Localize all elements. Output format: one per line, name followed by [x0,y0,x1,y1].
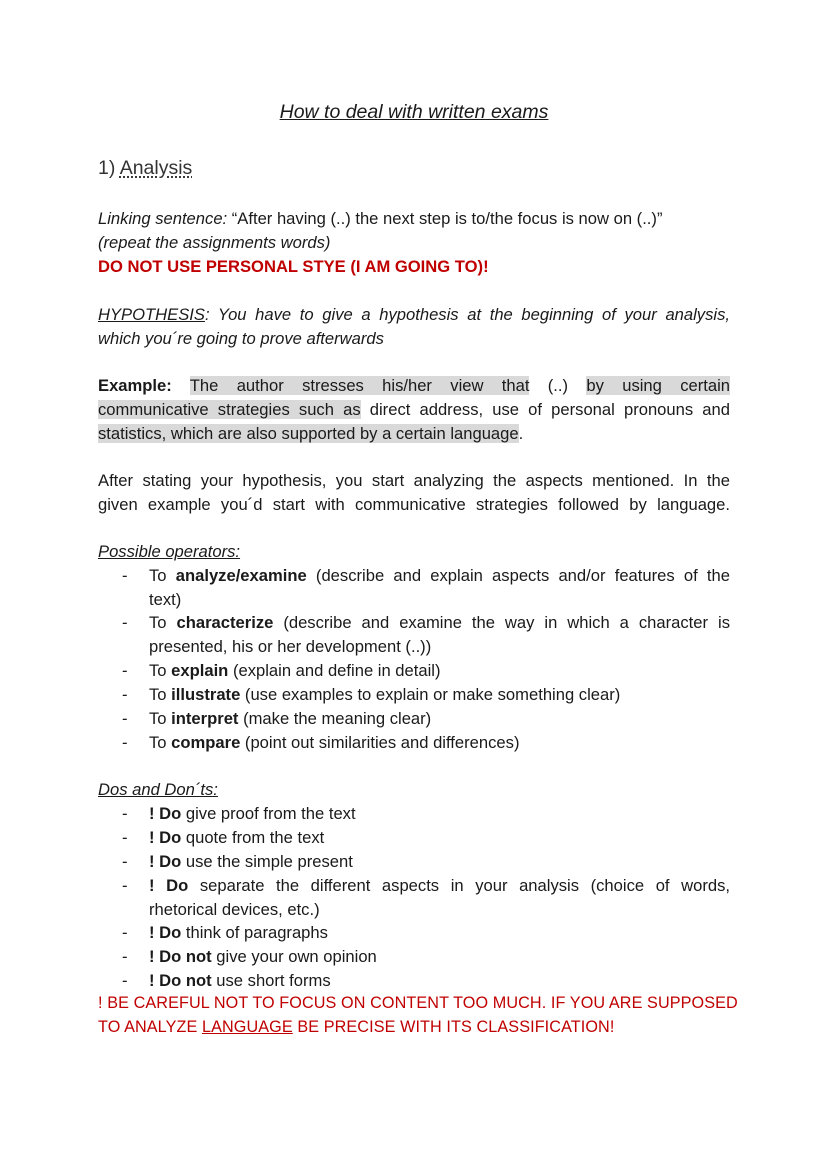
section-name: Analysis [119,157,193,179]
example-plain-1: (..) [529,376,587,395]
bullet-dash: - [122,661,128,680]
operator-prefix: To [149,661,172,680]
operator-prefix: To [149,566,176,585]
dos-marker: ! Do [149,828,182,847]
operator-text [149,731,730,755]
operator-prefix: To [149,613,177,632]
operator-description: (point out similarities and differences) [240,733,520,752]
section-number: 1) [98,157,116,179]
dos-marker: ! Do [149,876,189,895]
dos-marker: ! Do not [149,971,212,990]
linking-note: (repeat the assignments words) [98,233,331,252]
dos-text [149,850,730,874]
operator-term: interpret [171,709,239,728]
linking-text: “After having (..) the next step is to/the focus is now on (..)” [227,209,663,228]
document-title: How to deal with written exams [279,101,549,123]
dos-heading: Dos and Don´ts: [98,780,218,799]
bullet-dash: - [122,566,128,585]
operator-description: (describe and explain aspects and/or features of the [306,566,730,585]
operator-text [149,611,730,635]
careful-text-a: TO ANALYZE [98,1018,202,1036]
dos-text [149,874,730,898]
careful-underlined-word: LANGUAGE [201,1018,293,1036]
bullet-dash: - [122,947,128,966]
operator-description: (make the meaning clear) [238,709,432,728]
dos-marker: ! Do [149,852,182,871]
dos-text [149,826,730,850]
operator-prefix: To [149,685,172,704]
operator-prefix: To [149,733,172,752]
example-line-1 [98,374,730,398]
careful-warning-line-2 [98,1016,730,1040]
section-heading [98,155,192,181]
bullet-dash: - [122,733,128,752]
example-highlight-2: by using certain [586,376,730,395]
example-label: Example: [98,376,172,395]
bullet-dash: - [122,971,128,990]
bullet-dash: - [122,828,128,847]
linking-sentence [98,207,730,231]
dos-description: use the simple present [181,852,353,871]
operators-heading: Possible operators: [98,542,241,561]
hypothesis-text-1: : You have to give a hypothesis at the beginning of your analysis, [204,305,730,324]
linking-label: Linking sentence: [98,209,228,228]
dos-description: give your own opinion [211,947,377,966]
after-line-1: After stating your hypothesis, you start analyzing the aspects mentioned. In the [98,471,730,490]
bullet-dash: - [122,685,128,704]
after-line-2: given example you´d start with communicative strategies followed by language. [98,495,730,514]
dos-marker: ! Do [149,923,182,942]
operator-term: characterize [176,613,274,632]
bullet-dash: - [122,876,128,895]
dos-description: use short forms [211,971,331,990]
example-plain-2: direct address, use of personal pronouns and [360,400,730,419]
dos-text [149,969,730,993]
example-period: . [518,424,524,443]
hypothesis-line-2: which you´re going to prove afterwards [98,329,384,348]
bullet-dash: - [122,613,128,632]
operator-text [149,683,730,707]
operator-description: (use examples to explain or make something clear) [240,685,621,704]
operator-continuation: text) [149,590,182,609]
operator-term: analyze/examine [175,566,307,585]
operator-continuation: presented, his or her development (..)) [149,637,432,656]
example-line-3 [98,422,730,446]
dos-description: give proof from the text [181,804,356,823]
dos-marker: ! Do not [149,947,212,966]
dos-description: separate the different aspects in your analysis (choice of words, [188,876,730,895]
example-highlight-1: The author stresses his/her view that [189,376,530,395]
dos-text [149,945,730,969]
example-line-2 [98,398,730,422]
bullet-dash: - [122,923,128,942]
example-highlight-4: statistics, [98,424,171,443]
bullet-dash: - [122,804,128,823]
linking-warning: DO NOT USE PERSONAL STYE (I AM GOING TO)! [98,257,489,276]
careful-warning-line-1: ! BE CAREFUL NOT TO FOCUS ON CONTENT TOO MUCH. IF YOU ARE SUPPOSED [98,994,738,1012]
operator-description: (explain and define in detail) [228,661,441,680]
dos-description: quote from the text [181,828,325,847]
operator-prefix: To [149,709,172,728]
example-highlight-3: communicative strategies such as [98,400,361,419]
operator-description: (describe and examine the way in which a character is [273,613,730,632]
hypothesis-label: HYPOTHESIS [98,305,205,324]
bullet-dash: - [122,709,128,728]
operator-term: explain [171,661,229,680]
operator-text [149,564,730,588]
dos-description: think of paragraphs [181,923,328,942]
dos-text [149,802,730,826]
careful-text-b: BE PRECISE WITH ITS CLASSIFICATION! [292,1018,615,1036]
hypothesis-line-1 [98,303,730,327]
dos-marker: ! Do [149,804,182,823]
operator-term: compare [171,733,241,752]
example-highlight-5: which are also supported by a certain language [170,424,519,443]
bullet-dash: - [122,852,128,871]
operator-term: illustrate [171,685,241,704]
dos-continuation: rhetorical devices, etc.) [149,900,320,919]
operator-text [149,659,730,683]
operator-text [149,707,730,731]
dos-text [149,921,730,945]
